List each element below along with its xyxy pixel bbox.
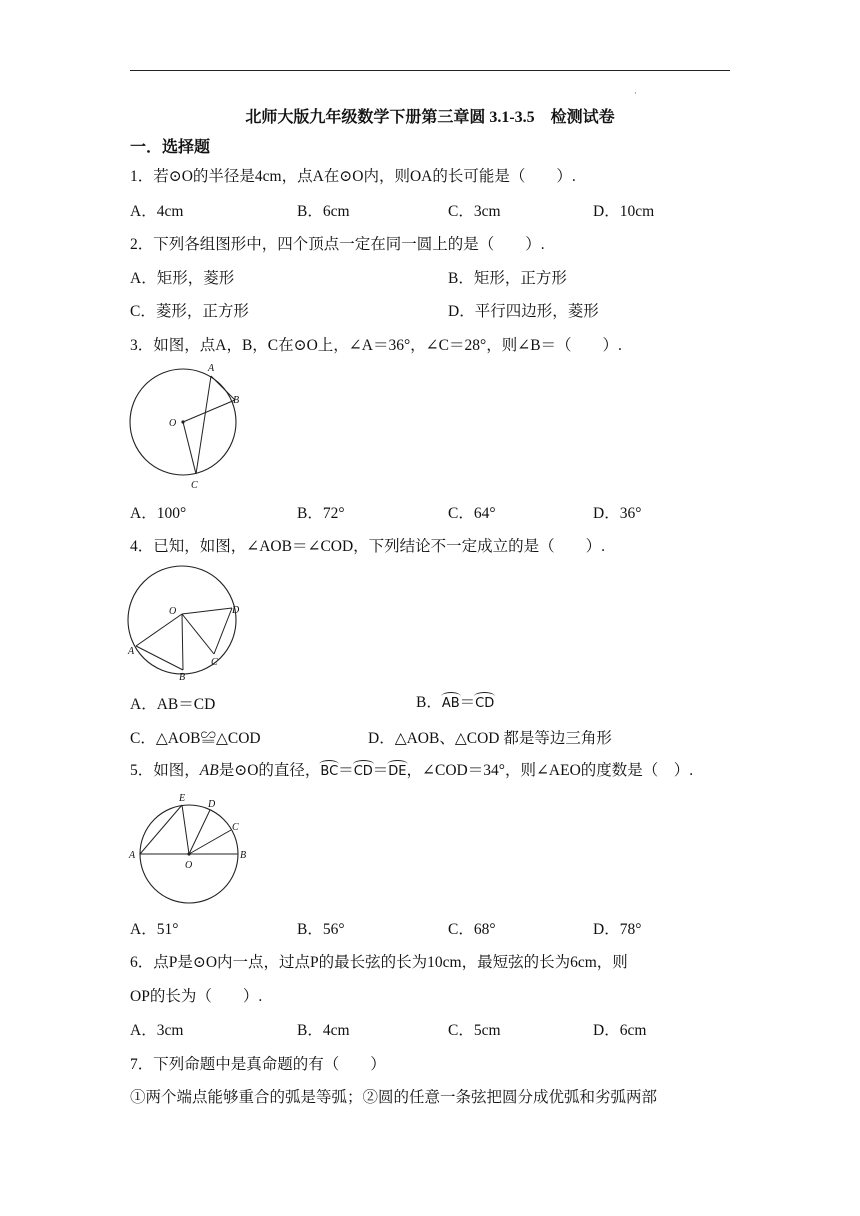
q4-equals: ＝ [459,694,476,711]
q5-arc-de: DE [388,760,406,779]
question-6-stem-line-2: OP的长为（ ）. [130,988,263,1005]
q5-circle-figure [125,786,260,908]
q2-option-d: D．平行四边形，菱形 [448,303,599,320]
q3-option-a: A．100° [130,505,187,522]
q4-label-a: A [128,646,135,657]
q3-segment-ab [211,376,235,400]
q4-segment-ob [182,614,183,670]
q3-label-o: O [169,418,177,429]
q5-label-b: B [240,850,247,861]
q5-arc-bc: BC [320,760,338,779]
question-6-stem-line-1: 6．点P是⊙O内一点，过点P的最长弦的长为10cm，最短弦的长为6cm，则 [130,954,628,971]
q4-option-c: C．△AOB≌△COD [130,730,261,747]
question-2-stem: 2．下列各组图形中，四个顶点一定在同一圆上的是（ ）. [130,236,545,253]
q5-label-a: A [129,850,136,861]
q5-option-b: B．56° [297,921,345,938]
q3-center-dot [181,420,184,423]
q2-option-a: A．矩形，菱形 [130,270,235,287]
q3-option-d: D．36° [593,505,642,522]
q4-segment-oc [182,614,214,654]
question-7-stem: 7．下列命题中是真命题的有（ ） [130,1056,386,1073]
q5-option-d: D．78° [593,921,642,938]
q3-segment-ac [196,376,211,474]
q3-label-a: A [208,363,215,374]
q4-option-d: D．△AOB、△COD 都是等边三角形 [368,730,612,747]
q5-segment-oc [189,830,231,854]
q5-stem-suffix: ，∠COD＝34°，则∠AEO的度数是（ ）. [406,762,694,779]
q1-option-b: B．6cm [297,203,350,220]
q3-option-c: C．64° [448,505,496,522]
q3-label-b: B [233,395,240,406]
q4-circle-figure [125,562,255,684]
q3-circle-figure [125,358,245,493]
q5-arc-cd: CD [354,760,373,779]
q5-label-d: D [208,799,216,810]
question-5-stem [130,758,693,780]
q5-segment-oe [182,805,189,854]
q5-center-dot [187,852,190,855]
question-7-continuation: ①两个端点能够重合的弧是等弧；②圆的任意一条弦把圆分成优弧和劣弧两部 [130,1089,658,1106]
q1-option-c: C．3cm [448,203,501,220]
q4-label-b: B [179,672,186,683]
q4-segment-od [182,608,232,614]
q5-equals-1: ＝ [338,762,354,779]
q5-label-c: C [232,822,239,833]
q3-segment-ob [183,400,235,422]
q6-option-b: B．4cm [297,1022,350,1039]
q3-option-b: B．72° [297,505,345,522]
q4-segment-oa [136,614,182,646]
question-4-stem: 4．已知，如图，∠AOB＝∠COD，下列结论不一定成立的是（ ）. [130,538,606,555]
section-heading: 一．选择题 [130,139,211,156]
q6-option-d: D．6cm [593,1022,647,1039]
question-1-stem: 1．若⊙O的半径是4cm，点A在⊙O内，则OA的长可能是（ ）. [130,168,576,185]
question-3-stem: 3．如图，点A，B，C在⊙O上，∠A＝36°，∠C＝28°，则∠B＝（ ）. [130,337,622,354]
q4-arc-ab: AB [442,692,460,711]
q1-option-a: A．4cm [130,203,184,220]
q6-option-c: C．5cm [448,1022,501,1039]
q3-label-c: C [191,480,198,491]
q4-label-o: O [169,606,177,617]
header-rule [130,70,730,71]
q5-equals-2: ＝ [372,762,389,779]
q2-option-c: C．菱形，正方形 [130,303,249,320]
q4-option-b-letter: B． [416,694,442,711]
corner-dot: · [634,88,637,98]
q5-option-c: C．68° [448,921,496,938]
q5-stem-prefix: 5．如图， [130,762,200,779]
q4-arc-cd: CD [475,692,494,711]
q4-option-b [416,690,494,712]
q2-option-b: B．矩形，正方形 [448,270,567,287]
q6-option-a: A．3cm [130,1022,184,1039]
q5-option-a: A．51° [130,921,179,938]
q5-stem-ab: AB [199,762,219,779]
q5-segment-od [189,810,210,854]
q5-label-e: E [179,793,186,804]
q4-option-a: A．AB＝CD [130,696,216,713]
q5-stem-mid: 是⊙O的直径， [218,762,321,779]
q4-label-d: D [232,605,240,616]
q3-segment-oc [183,422,196,474]
q5-label-o: O [185,860,193,871]
page-title: 北师大版九年级数学下册第三章圆 3.1-3.5 检测试卷 [245,109,615,126]
q1-option-d: D．10cm [593,203,655,220]
q4-label-c: C [211,657,218,668]
